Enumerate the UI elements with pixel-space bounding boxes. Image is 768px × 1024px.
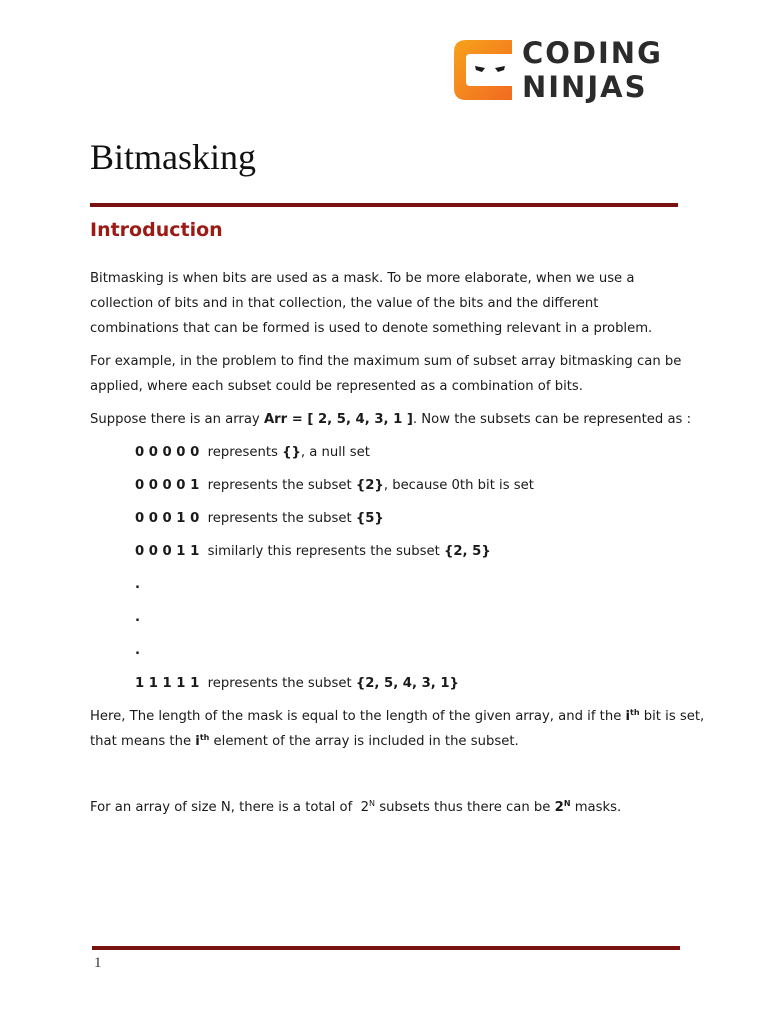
ith-symbol: i [625, 709, 631, 724]
paragraph-array [90, 410, 691, 430]
ninja-logo-icon [452, 38, 516, 102]
logo-line-1: CODING [522, 36, 663, 70]
ellipsis-dot: . [135, 577, 141, 592]
subset-post: , because 0th bit is set [383, 478, 534, 493]
page-number: 1 [94, 955, 102, 971]
subset-set: {2, 5} [443, 544, 491, 559]
logo-line-2: NINJAS [522, 70, 648, 104]
total-text: subsets thus there can be [375, 800, 555, 815]
total-subsets-line [90, 798, 621, 818]
subset-bits: 0 0 0 1 0 [135, 511, 200, 526]
subset-set: {2} [355, 478, 384, 493]
section-heading: Introduction [90, 219, 223, 241]
subset-post: , a null set [300, 445, 370, 460]
ith-superscript: th [630, 708, 640, 717]
subset-line [135, 542, 491, 562]
subset-bits: 0 0 0 1 1 [135, 544, 200, 559]
subset-bits: 0 0 0 0 0 [135, 445, 200, 460]
array-intro-text: Suppose there is an array [90, 412, 264, 427]
exponent-n: N [369, 799, 376, 808]
subset-line [135, 476, 534, 496]
title-divider [90, 203, 678, 207]
subset-line [135, 443, 370, 463]
subset-line [135, 509, 384, 529]
subset-text: represents the subset [199, 676, 356, 691]
subset-line-last [135, 674, 459, 694]
subset-text: similarly this represents the subset [199, 544, 444, 559]
subset-text: represents [199, 445, 283, 460]
logo-wordmark [522, 36, 663, 104]
page-title: Bitmasking [90, 137, 257, 177]
subset-bits: 0 0 0 0 1 [135, 478, 200, 493]
explanation-text: that means the [90, 734, 196, 749]
coding-ninjas-logo [452, 36, 672, 106]
subset-text: represents the subset [199, 511, 356, 526]
ellipsis-dot: . [135, 610, 141, 625]
subset-bits: 1 1 1 1 1 [135, 676, 200, 691]
mask-count-base: 2 [554, 800, 564, 815]
total-text: masks. [570, 800, 622, 815]
ith-superscript: th [199, 733, 210, 742]
subset-text: represents the subset [199, 478, 356, 493]
array-outro-text: . Now the subsets can be represented as : [412, 412, 692, 427]
footer-divider [92, 946, 680, 950]
explanation-line-2 [90, 732, 519, 752]
explanation-text: bit is set, [639, 709, 705, 724]
paragraph-definition: Bitmasking is when bits are used as a mask. To be more elaborate, when we use a collection of bits and in that collection, the value of the bits and the different combinations that can be formed is used to denote something relevant in a problem. [90, 271, 653, 336]
explanation-text: element of the array is included in the subset. [209, 734, 519, 749]
subset-set: {2, 5, 4, 3, 1} [355, 676, 459, 691]
paragraph-example: For example, in the problem to find the maximum sum of subset array bitmasking can be applied, where each subset could be represented as a combination of bits. [90, 354, 682, 394]
ith-symbol: i [195, 734, 200, 749]
total-text: For an array of size N, there is a total of 2 [90, 800, 370, 815]
explanation-text: Here, The length of the mask is equal to the length of the given array, and if the [90, 709, 626, 724]
exponent-n-bold: N [563, 799, 571, 808]
explanation-line-1 [90, 707, 704, 727]
subset-set: {} [282, 445, 301, 460]
subset-set: {5} [355, 511, 384, 526]
array-value: Arr = [ 2, 5, 4, 3, 1 ] [263, 412, 413, 427]
ellipsis-dot: . [135, 643, 141, 658]
